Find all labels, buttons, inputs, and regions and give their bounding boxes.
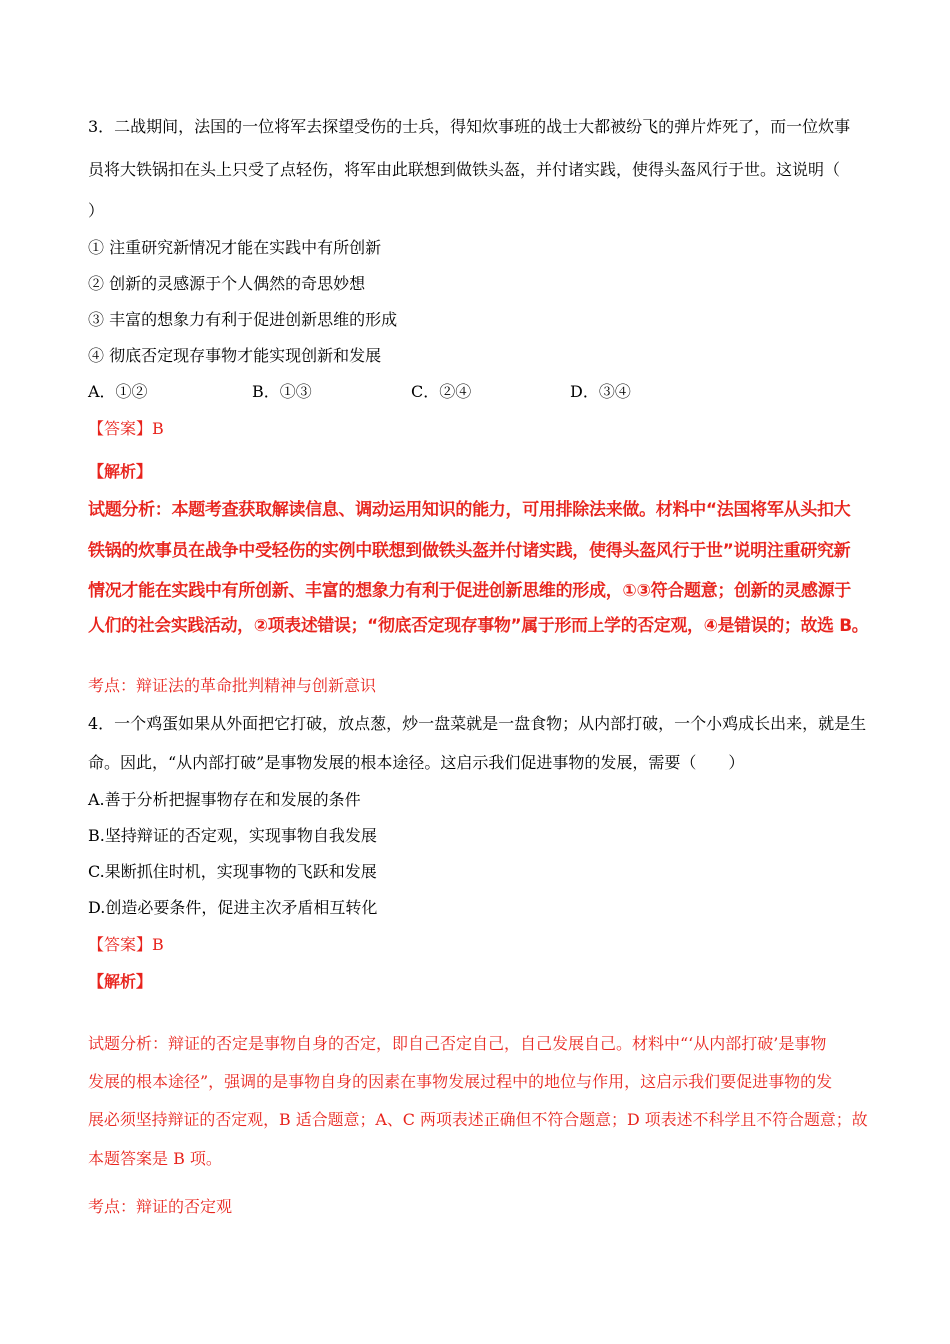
q3-analysis-line-1: 试题分析：本题考查获取解读信息、调动运用知识的能力，可用排除法来做。材料中“法国将军从头扣大: [88, 500, 851, 520]
q3-option-b: B．①③: [252, 382, 312, 401]
q4-analysis-line-3: 展必须坚持辩证的否定观，B 适合题意；A、C 两项表述正确但不符合题意；D 项表述不科学且不符合题意；故: [88, 1110, 868, 1129]
q4-answer: 【答案】B: [88, 935, 164, 954]
q3-stem-line-1: 3．二战期间，法国的一位将军去探望受伤的士兵，得知炊事班的战士大都被纷飞的弹片炸死了，而一位炊事: [88, 117, 851, 136]
q4-analysis-line-1: 试题分析：辩证的否定是事物自身的否定，即自己否定自己，自己发展自己。材料中“‘从内部打破’是事物: [88, 1034, 827, 1053]
q3-option-d: D．③④: [570, 382, 631, 401]
q4-option-b: B.坚持辩证的否定观，实现事物自我发展: [88, 826, 377, 845]
q3-statement-2: ② 创新的灵感源于个人偶然的奇思妙想: [88, 274, 366, 293]
q3-stem-line-2: 员将大铁锅扣在头上只受了点轻伤，将军由此联想到做铁头盔，并付诸实践，使得头盔风行于世。这说明（: [88, 160, 841, 179]
q4-analysis-line-2: 发展的根本途径”，强调的是事物自身的因素在事物发展过程中的地位与作用，这启示我们要促进事物的发: [88, 1072, 833, 1091]
q3-answer: 【答案】B: [88, 419, 164, 438]
q3-stem-line-3: ）: [88, 201, 105, 220]
q3-option-c: C．②④: [411, 382, 472, 401]
q4-stem-line-2: 命。因此，“从内部打破”是事物发展的根本途径。这启示我们促进事物的发展，需要（ ）: [88, 753, 745, 772]
q3-statement-4: ④ 彻底否定现存事物才能实现创新和发展: [88, 346, 382, 365]
q4-option-a: A.善于分析把握事物存在和发展的条件: [88, 790, 361, 809]
q3-option-a: A．①②: [88, 382, 148, 401]
q3-options: [88, 382, 848, 404]
q3-statement-1: ① 注重研究新情况才能在实践中有所创新: [88, 238, 382, 257]
q4-analysis-line-4: 本题答案是 B 项。: [88, 1149, 222, 1168]
q4-stem-line-1: 4．一个鸡蛋如果从外面把它打破，放点葱，炒一盘菜就是一盘食物；从内部打破，一个小鸡成长出来，就是生: [88, 714, 867, 733]
q4-option-d: D.创造必要条件，促进主次矛盾相互转化: [88, 898, 378, 917]
q4-kaodian: 考点：辩证的否定观: [88, 1197, 233, 1216]
q4-analysis-heading: 【解析】: [88, 972, 153, 991]
q3-analysis-line-2: 铁锅的炊事员在战争中受轻伤的实例中联想到做铁头盔并付诸实践，使得头盔风行于世”说明注重研究新: [88, 541, 851, 561]
q3-analysis-line-3: 情况才能在实践中有所创新、丰富的想象力有利于促进创新思维的形成，①③符合题意；创新的灵感源于: [88, 581, 851, 601]
q3-statement-3: ③ 丰富的想象力有利于促进创新思维的形成: [88, 310, 398, 329]
q3-analysis-line-4: 人们的社会实践活动，②项表述错误；“彻底否定现存事物”属于形而上学的否定观，④是错误的；故选 B。: [88, 616, 869, 636]
q4-option-c: C.果断抓住时机，实现事物的飞跃和发展: [88, 862, 377, 881]
q3-kaodian: 考点：辩证法的革命批判精神与创新意识: [88, 676, 377, 695]
q3-analysis-heading: 【解析】: [88, 462, 153, 481]
